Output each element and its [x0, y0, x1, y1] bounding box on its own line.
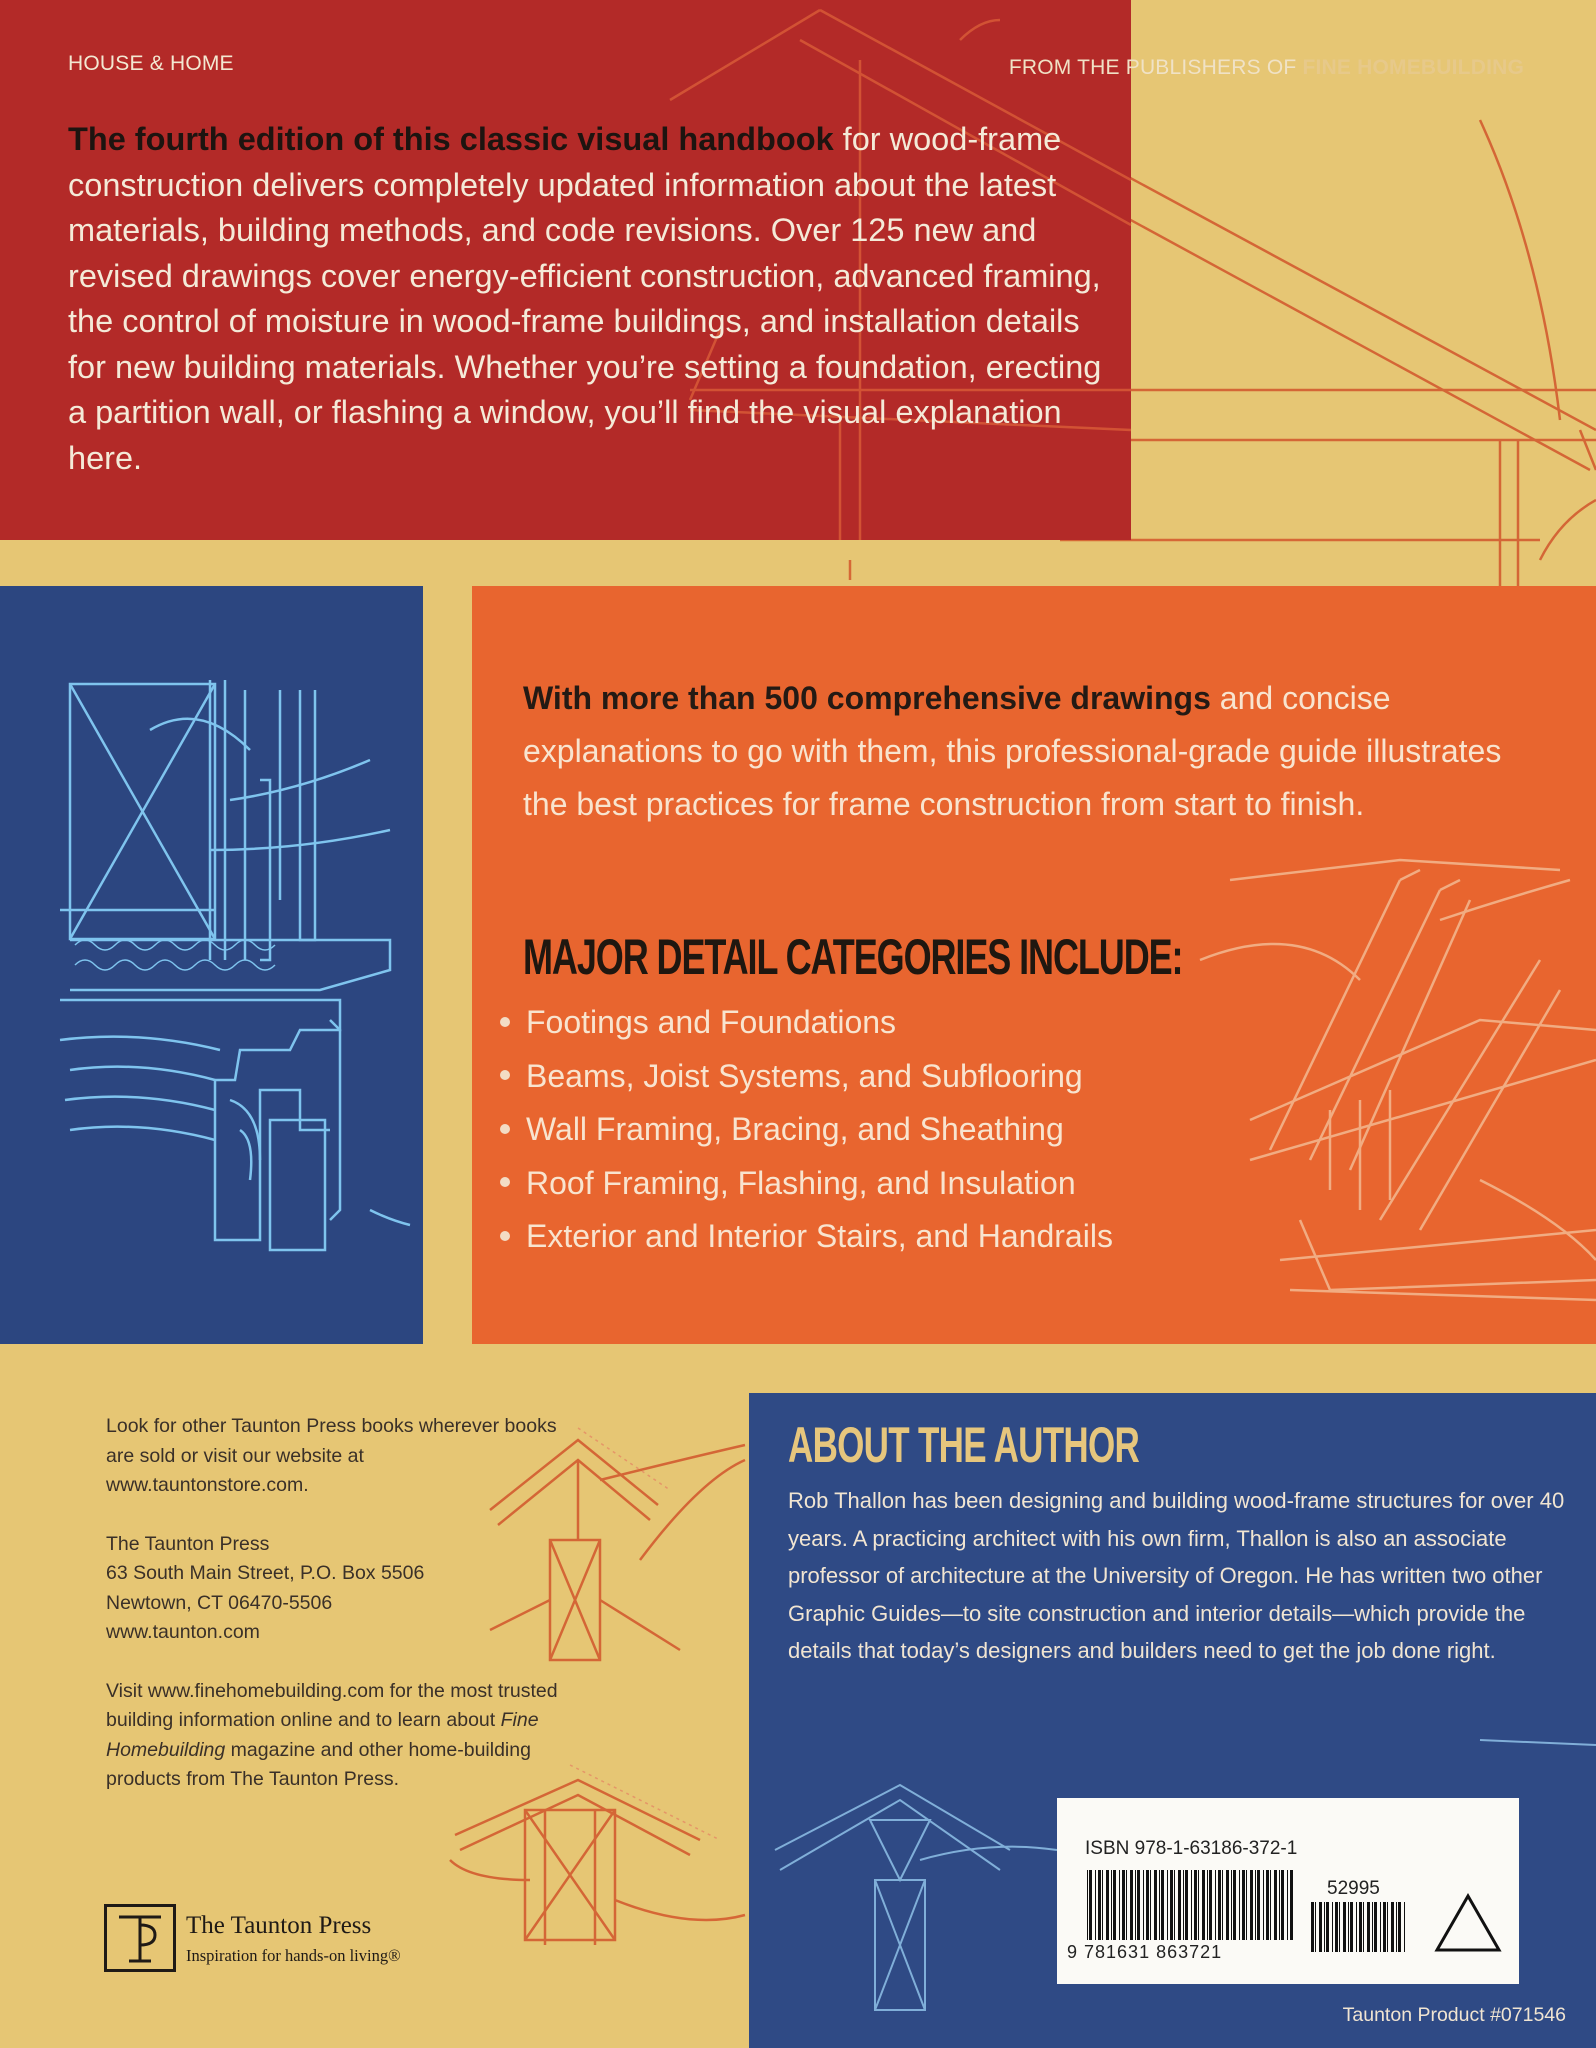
magazine-name: Fine Homebuilding [106, 1709, 539, 1761]
taunton-press-logo [104, 1904, 444, 1972]
author-heading: ABOUT THE AUTHOR [788, 1417, 1140, 1473]
publisher-brand: FINE HOMEBUILDING [1302, 56, 1524, 79]
logo-name: The Taunton Press [186, 1912, 372, 1939]
address-line: www.taunton.com [106, 1621, 260, 1643]
visit-prefix: Visit www.finehomebuilding.com for the most trusted building information online and to learn about [106, 1679, 558, 1731]
publisher-tagline-prefix: FROM THE PUBLISHERS OF [1008, 56, 1297, 79]
intro-paragraph [68, 117, 1108, 481]
barcode-digits: 9 781631 863721 [1067, 1942, 1223, 1962]
isbn-barcode [1085, 1870, 1295, 1948]
highlights-body: and concise explanations to go with them, this professional-grade guide illustrates the best practices for frame construction from start to finish. [523, 680, 1502, 822]
publisher-address [106, 1530, 566, 1648]
category-item: Roof Framing, Flashing, and Insulation [500, 1157, 1113, 1211]
categories-list [500, 996, 1113, 1264]
categories-heading: MAJOR DETAIL CATEGORIES INCLUDE: [523, 929, 1183, 985]
address-line: Newtown, CT 06470-5506 [106, 1591, 333, 1614]
isbn-barcode-label [1057, 1798, 1519, 1984]
visit-text [106, 1677, 566, 1795]
isbn-number: ISBN 978-1-63186-372-1 [1085, 1838, 1298, 1859]
category-item: Exterior and Interior Stairs, and Handrails [500, 1210, 1113, 1264]
logo-mark-icon [104, 1904, 176, 1972]
address-line: The Taunton Press [106, 1532, 270, 1555]
category-item: Wall Framing, Bracing, and Sheathing [500, 1103, 1113, 1157]
visit-suffix: magazine and other home-building products from The Taunton Press. [106, 1738, 531, 1790]
logo-tagline: Inspiration for hands-on living® [186, 1946, 401, 1965]
look-for-text: Look for other Taunton Press books wherever books are sold or visit our website at www.tauntonstore.com. [106, 1415, 557, 1496]
category-item: Beams, Joist Systems, and Subflooring [500, 1050, 1113, 1104]
blue-illustration-panel [0, 586, 423, 1344]
triangle-icon [1433, 1892, 1503, 1954]
publisher-info [106, 1412, 566, 1824]
category-item: Footings and Foundations [500, 996, 1113, 1050]
author-bio: Rob Thallon has been designing and building wood-frame structures for over 40 years. A practicing architect with his own firm, Thallon is also an associate professor of architecture at the University of Oregon. He has written two other Graphic Guides—to site construction and interior details—which provide the details that today’s designers and builders need to get the job done right. [788, 1488, 1565, 1663]
price-code: 52995 [1327, 1878, 1380, 1899]
price-barcode [1309, 1902, 1409, 1952]
intro-lead: The fourth edition of this classic visual handbook [68, 121, 834, 157]
product-number: Taunton Product #071546 [1342, 2004, 1566, 2026]
publisher-tagline [1009, 56, 1524, 80]
highlights-lead: With more than 500 comprehensive drawings [523, 680, 1211, 716]
address-line: 63 South Main Street, P.O. Box 5506 [106, 1562, 425, 1584]
intro-body: for wood-frame construction delivers completely updated information about the latest materials, building methods, and code revisions. Over 125 new and revised drawings cover energy-efficient construction, advanced framing, the control of moisture in wood-frame buildings, and installation details for new building materials. Whether you’re setting a foundation, erecting a partition wall, or flashing a window, you’ll find the visual explanation here. [68, 121, 1102, 476]
series-label: HOUSE & HOME [68, 52, 234, 75]
highlights-paragraph [523, 672, 1523, 831]
